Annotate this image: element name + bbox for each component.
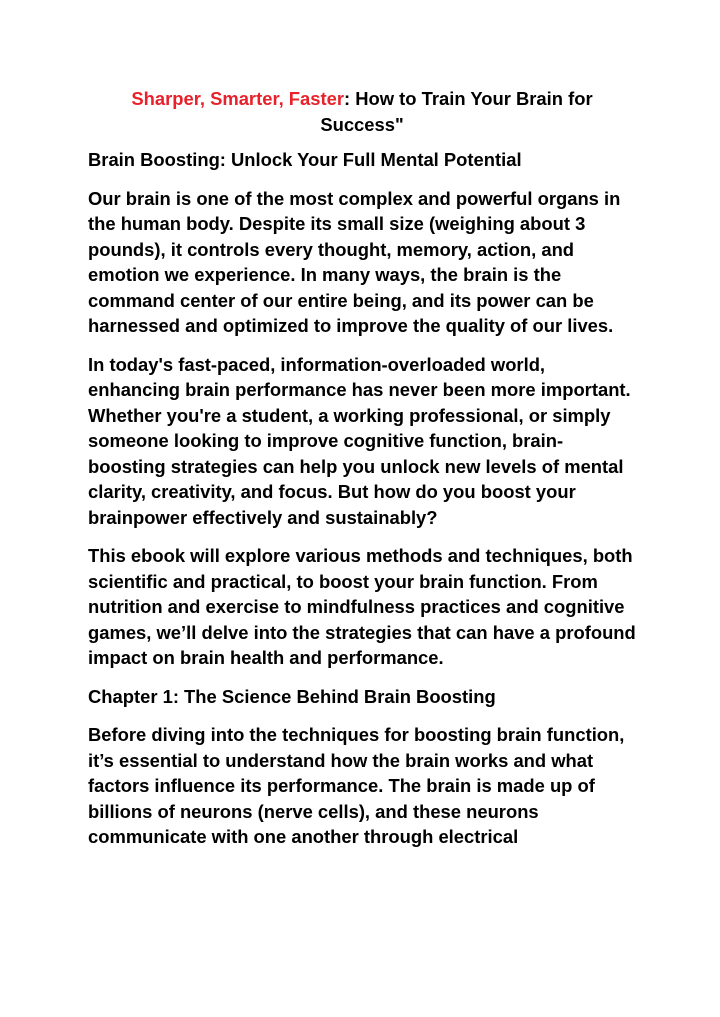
document-title xyxy=(88,86,636,137)
title-highlight: Sharper, Smarter, Faster xyxy=(131,88,344,109)
paragraph-chapter-1: Before diving into the techniques for boosting brain function, it’s essential to understand how the brain works and what factors influence its performance. The brain is made up of billions of neurons (nerve cells), and these neurons communicate with one another through electrical xyxy=(88,724,625,847)
paragraph-ebook-overview: This ebook will explore various methods and techniques, both scientific and practical, to boost your brain function. From nutrition and exercise to mindfulness practices and cognitive games, we’ll delve into the strategies that can have a profound impact on brain health and performance. xyxy=(88,545,636,668)
document-page xyxy=(88,86,636,863)
title-rest: : How to Train Your Brain for Success" xyxy=(320,88,593,135)
section-heading-brain-boosting: Brain Boosting: Unlock Your Full Mental Potential xyxy=(88,149,522,170)
chapter-1-heading: Chapter 1: The Science Behind Brain Boosting xyxy=(88,685,496,707)
paragraph-modern-world: In today's fast-paced, information-overloaded world, enhancing brain performance has never been more important. Whether you're a student, a working professional, or simply someone looking to improve cognitive function, brain-boosting strategies can help you unlock new levels of mental clarity, creativity, and focus. But how do you boost your brainpower effectively and sustainably? xyxy=(88,353,631,528)
paragraph-intro: Our brain is one of the most complex and powerful organs in the human body. Despite its small size (weighing about 3 pounds), it controls every thought, memory, action, and emotion we experience. In many ways, the brain is the command center of our entire being, and its power can be harnessed and optimized to improve the quality of our lives. xyxy=(88,187,621,336)
